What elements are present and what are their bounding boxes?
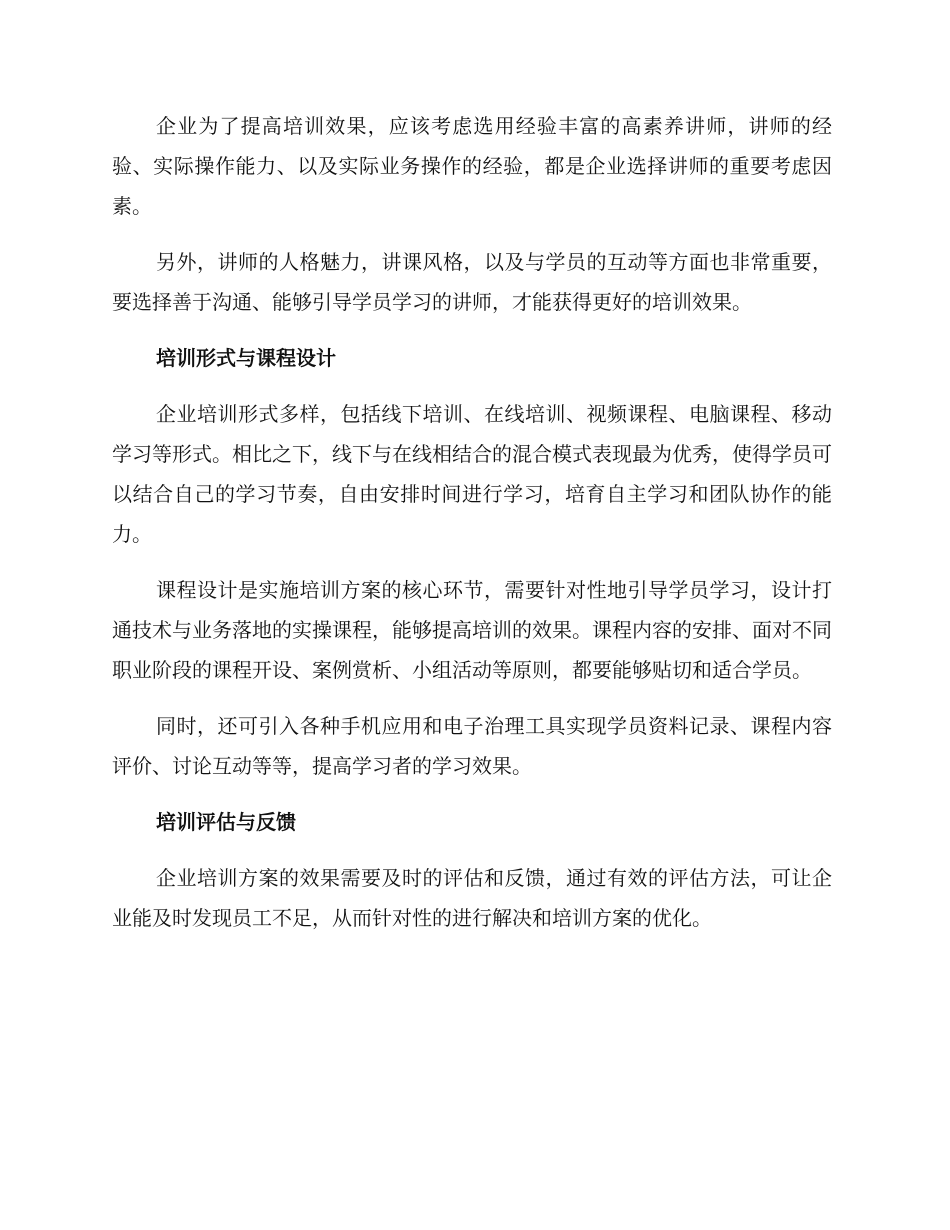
paragraph-trainer-personality: 另外，讲师的人格魅力，讲课风格，以及与学员的互动等方面也非常重要，要选择善于沟通、能够引导学员学习的讲师，才能获得更好的培训效果。: [112, 250, 832, 314]
paragraph-mobile-tools: 同时，还可引入各种手机应用和电子治理工具实现学员资料记录、课程内容评价、讨论互动等等，提高学习者的学习效果。: [112, 714, 832, 778]
document-body: [112, 106, 832, 954]
paragraph-evaluation-feedback: 企业培训方案的效果需要及时的评估和反馈，通过有效的评估方法，可让企业能及时发现员工不足，从而针对性的进行解决和培训方案的优化。: [112, 866, 832, 930]
paragraph-training-forms: 企业培训形式多样，包括线下培训、在线培训、视频课程、电脑课程、移动学习等形式。相比之下，线下与在线相结合的混合模式表现最为优秀，使得学员可以结合自己的学习节奏，自由安排时间进行学习，培育自主学习和团队协作的能力。: [112, 402, 832, 546]
paragraph-course-design: 课程设计是实施培训方案的核心环节，需要针对性地引导学员学习，设计打通技术与业务落地的实操课程，能够提高培训的效果。课程内容的安排、面对不同职业阶段的课程开设、案例赏析、小组活动等原则，都要能够贴切和适合学员。: [112, 578, 832, 682]
section-heading-training-format: 培训形式与课程设计: [156, 346, 336, 370]
section-heading-evaluation: 培训评估与反馈: [156, 810, 296, 834]
paragraph-trainer-selection: 企业为了提高培训效果，应该考虑选用经验丰富的高素养讲师，讲师的经验、实际操作能力、以及实际业务操作的经验，都是企业选择讲师的重要考虑因素。: [112, 114, 832, 218]
